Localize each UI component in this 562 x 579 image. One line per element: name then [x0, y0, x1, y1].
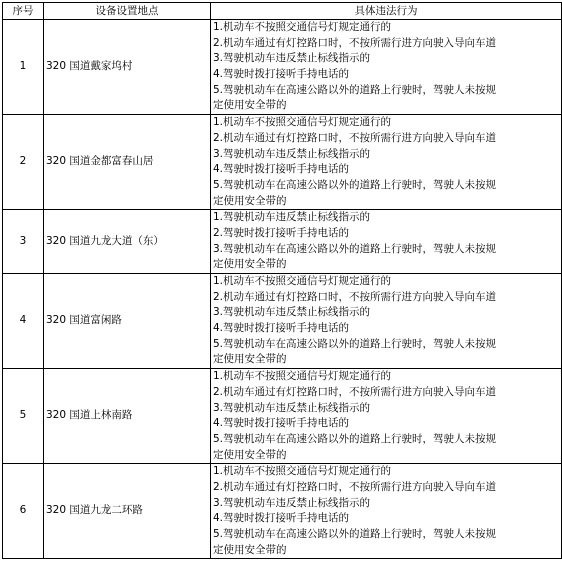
violation-behavior-line: 3.驾驶机动车违反禁止标线指示的 [213, 306, 371, 319]
violation-behavior-line: 定使用安全带的 [213, 543, 287, 556]
violation-behavior-line: 5.驾驶机动车在高速公路以外的道路上行驶时，驾驶人未按规 [213, 178, 497, 191]
table-row [3, 274, 562, 369]
violation-behavior-line: 定使用安全带的 [213, 353, 287, 366]
violation-behavior-line: 定使用安全带的 [213, 258, 287, 271]
header-serial-number: 序号 [3, 3, 44, 20]
violation-behavior-line: 2.机动车通过有灯控路口时，不按所需行进方向驶入导向车道 [213, 385, 497, 398]
violation-behavior-line: 5.驾驶机动车在高速公路以外的道路上行驶时，驾驶人未按规 [213, 528, 497, 540]
violation-behavior-line: 定使用安全带的 [213, 448, 287, 461]
violation-behavior-line: 3.驾驶机动车违反禁止标线指示的 [213, 496, 371, 509]
serial-number-cell: 5 [3, 369, 44, 464]
header-device-location: 设备设置地点 [44, 3, 211, 20]
violation-behavior-line: 2.机动车通过有灯控路口时，不按所需行进方向驶入导向车道 [213, 480, 497, 493]
device-location-cell: 320 国道九龙大道（东） [44, 210, 211, 274]
table-row [3, 369, 562, 464]
violation-behavior-line: 2.机动车通过有灯控路口时，不按所需行进方向驶入导向车道 [213, 290, 497, 303]
violation-behavior-line: 2.机动车通过有灯控路口时，不按所需行进方向驶入导向车道 [213, 131, 497, 144]
table-row [3, 20, 562, 115]
device-location-cell: 320 国道九龙二环路 [44, 464, 211, 559]
violation-behavior-cell [211, 210, 562, 274]
device-location-cell: 320 国道戴家坞村 [44, 20, 211, 115]
violation-behavior-line: 2.驾驶时拨打接听手持电话的 [213, 226, 350, 239]
violation-behavior-line: 4.驾驶时拨打接听手持电话的 [213, 322, 350, 335]
violation-behavior-line: 3.驾驶机动车违反禁止标线指示的 [213, 147, 371, 160]
table-row [3, 210, 562, 274]
violation-behavior-line: 1.驾驶机动车违反禁止标线指示的 [213, 211, 371, 224]
violation-behavior-cell [211, 115, 562, 210]
violation-behavior-line: 3.驾驶机动车违反禁止标线指示的 [213, 401, 371, 414]
violation-behavior-line: 1.机动车不按照交通信号灯规定通行的 [213, 465, 392, 478]
violation-behavior-line: 定使用安全带的 [213, 99, 287, 112]
violation-behavior-cell [211, 274, 562, 369]
violation-behavior-line: 1.机动车不按照交通信号灯规定通行的 [213, 21, 392, 33]
violation-locations-table [2, 2, 562, 559]
violation-behavior-line: 3.驾驶机动车违反禁止标线指示的 [213, 52, 371, 65]
violation-behavior-line: 1.机动车不按照交通信号灯规定通行的 [213, 275, 392, 287]
violation-behavior-line: 5.驾驶机动车在高速公路以外的道路上行驶时，驾驶人未按规 [213, 432, 497, 445]
violation-behavior-line: 4.驾驶时拨打接听手持电话的 [213, 512, 350, 525]
serial-number-cell: 2 [3, 115, 44, 210]
violation-behavior-line: 4.驾驶时拨打接听手持电话的 [213, 68, 350, 81]
header-violation-behavior: 具体违法行为 [211, 3, 562, 20]
violation-behavior-line: 4.驾驶时拨打接听手持电话的 [213, 163, 350, 176]
table-body [3, 20, 562, 559]
violation-behavior-cell [211, 20, 562, 115]
device-location-cell: 320 国道上林南路 [44, 369, 211, 464]
table-row [3, 115, 562, 210]
device-location-cell: 320 国道金都富春山居 [44, 115, 211, 210]
violation-behavior-line: 2.机动车通过有灯控路口时，不按所需行进方向驶入导向车道 [213, 36, 497, 49]
header-row [3, 3, 562, 20]
violation-behavior-line: 3.驾驶机动车在高速公路以外的道路上行驶时，驾驶人未按规 [213, 242, 497, 255]
violation-behavior-line: 定使用安全带的 [213, 194, 287, 207]
violation-behavior-cell [211, 464, 562, 559]
violation-behavior-line: 5.驾驶机动车在高速公路以外的道路上行驶时，驾驶人未按规 [213, 83, 497, 96]
violation-behavior-line: 1.机动车不按照交通信号灯规定通行的 [213, 116, 392, 129]
serial-number-cell: 1 [3, 20, 44, 115]
device-location-cell: 320 国道富闲路 [44, 274, 211, 369]
table-row [3, 464, 562, 559]
violation-behavior-cell [211, 369, 562, 464]
serial-number-cell: 4 [3, 274, 44, 369]
violation-behavior-line: 1.机动车不按照交通信号灯规定通行的 [213, 370, 392, 383]
violation-behavior-line: 5.驾驶机动车在高速公路以外的道路上行驶时，驾驶人未按规 [213, 337, 497, 350]
serial-number-cell: 6 [3, 464, 44, 559]
violation-behavior-line: 4.驾驶时拨打接听手持电话的 [213, 417, 350, 430]
serial-number-cell: 3 [3, 210, 44, 274]
